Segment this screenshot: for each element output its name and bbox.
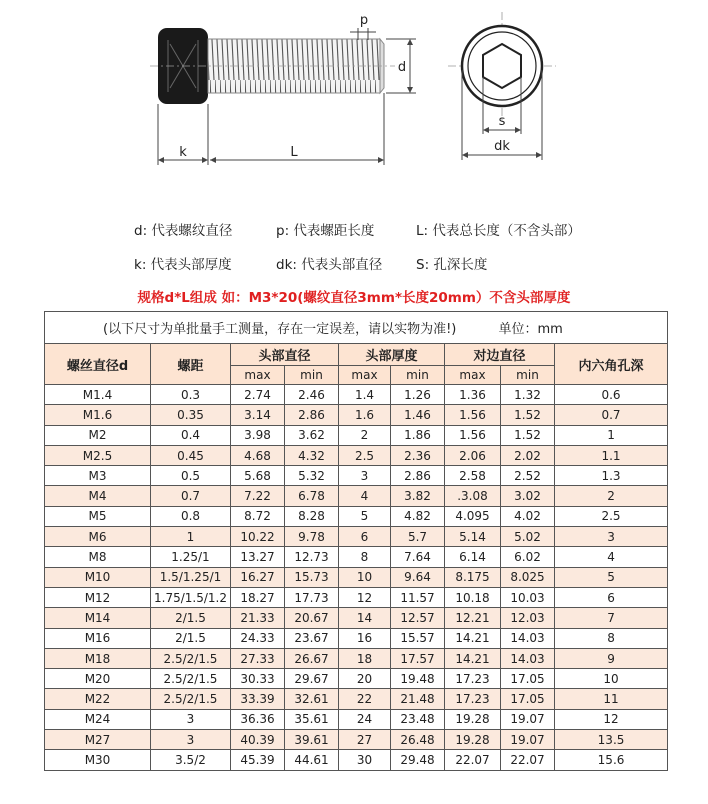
table-cell: 33.39 <box>231 689 285 709</box>
table-cell: 0.5 <box>151 466 231 486</box>
table-cell: M1.4 <box>45 385 151 405</box>
table-cell: M30 <box>45 750 151 770</box>
table-row <box>45 547 668 567</box>
table-cell: 32.61 <box>285 689 339 709</box>
table-cell: 12.73 <box>285 547 339 567</box>
table-cell: 19.07 <box>501 730 555 750</box>
table-cell: 5.32 <box>285 466 339 486</box>
table-cell: M4 <box>45 486 151 506</box>
table-cell: 11.57 <box>391 587 445 607</box>
L-label: L <box>290 145 298 160</box>
table-cell: 22.07 <box>501 750 555 770</box>
table-row <box>45 750 668 770</box>
table-cell: 2.52 <box>501 466 555 486</box>
table-cell: 6.02 <box>501 547 555 567</box>
table-cell: 29.67 <box>285 669 339 689</box>
legend-k: k: 代表头部厚度 <box>134 257 232 273</box>
legend-p: p: 代表螺距长度 <box>276 223 375 239</box>
legend-dk: dk: 代表头部直径 <box>276 257 383 273</box>
table-cell: 6 <box>555 587 668 607</box>
table-cell: 2 <box>339 425 391 445</box>
table-row <box>45 466 668 486</box>
table-cell: 10.22 <box>231 527 285 547</box>
table-row <box>45 669 668 689</box>
table-cell: 29.48 <box>391 750 445 770</box>
table-cell: 4.02 <box>501 506 555 526</box>
table-cell: 3.5/2 <box>151 750 231 770</box>
table-row <box>45 385 668 405</box>
table-cell: 2.5 <box>555 506 668 526</box>
table-cell: 10.03 <box>501 587 555 607</box>
table-cell: 19.48 <box>391 669 445 689</box>
table-cell: M10 <box>45 567 151 587</box>
table-cell: 8.025 <box>501 567 555 587</box>
table-cell: 1.52 <box>501 405 555 425</box>
table-cell: 17.05 <box>501 669 555 689</box>
table-cell: 5 <box>339 506 391 526</box>
table-cell: 30 <box>339 750 391 770</box>
table-cell: 26.48 <box>391 730 445 750</box>
table-cell: 5.02 <box>501 527 555 547</box>
table-cell: 8 <box>339 547 391 567</box>
table-cell: 0.7 <box>555 405 668 425</box>
table-cell: 22.07 <box>445 750 501 770</box>
table-cell: 2.02 <box>501 445 555 465</box>
table-cell: 0.3 <box>151 385 231 405</box>
header-pitch: 螺距 <box>151 344 231 385</box>
table-cell: 14.03 <box>501 628 555 648</box>
table-cell: 17.73 <box>285 587 339 607</box>
table-cell: 20.67 <box>285 608 339 628</box>
table-cell: 1.1 <box>555 445 668 465</box>
table-cell: 17.05 <box>501 689 555 709</box>
table-cell: M18 <box>45 648 151 668</box>
table-row <box>45 648 668 668</box>
table-cell: 6 <box>339 527 391 547</box>
table-cell: 1.5/1.25/1 <box>151 567 231 587</box>
table-cell: 4.32 <box>285 445 339 465</box>
table-cell: 3 <box>555 527 668 547</box>
table-cell: M2 <box>45 425 151 445</box>
header-head-diameter: 头部直径 <box>231 344 339 366</box>
table-cell: 1.25/1 <box>151 547 231 567</box>
table-cell: 14.21 <box>445 628 501 648</box>
table-cell: 3.82 <box>391 486 445 506</box>
table-cell: M2.5 <box>45 445 151 465</box>
table-cell: 13.5 <box>555 730 668 750</box>
table-cell: 1.46 <box>391 405 445 425</box>
table-cell: M24 <box>45 709 151 729</box>
header-thread-diameter: 螺丝直径d <box>45 344 151 385</box>
table-cell: 17.23 <box>445 669 501 689</box>
table-cell: 1.26 <box>391 385 445 405</box>
table-cell: 2 <box>555 486 668 506</box>
table-cell: 23.48 <box>391 709 445 729</box>
table-cell: 24.33 <box>231 628 285 648</box>
table-cell: 0.6 <box>555 385 668 405</box>
table-cell: 44.61 <box>285 750 339 770</box>
screw-dimension-diagram <box>0 0 708 200</box>
table-cell: 24 <box>339 709 391 729</box>
table-cell: 8.72 <box>231 506 285 526</box>
table-cell: 21.48 <box>391 689 445 709</box>
table-cell: 35.61 <box>285 709 339 729</box>
subheader-min: min <box>391 366 445 385</box>
dk-label: dk <box>494 139 510 154</box>
table-row <box>45 527 668 547</box>
table-cell: 3.02 <box>501 486 555 506</box>
table-cell: 1.3 <box>555 466 668 486</box>
table-cell: 40.39 <box>231 730 285 750</box>
table-cell: 12 <box>339 587 391 607</box>
table-cell: 27 <box>339 730 391 750</box>
table-cell: 20 <box>339 669 391 689</box>
spec-table <box>44 311 668 771</box>
table-cell: 2.74 <box>231 385 285 405</box>
table-cell: 17.23 <box>445 689 501 709</box>
table-cell: 27.33 <box>231 648 285 668</box>
p-label: p <box>359 13 369 28</box>
table-cell: 3 <box>151 730 231 750</box>
table-cell: 3.62 <box>285 425 339 445</box>
table-cell: 2.46 <box>285 385 339 405</box>
table-cell: 1 <box>151 527 231 547</box>
header-across-flats: 对边直径 <box>445 344 555 366</box>
table-cell: 5.7 <box>391 527 445 547</box>
table-cell: 12 <box>555 709 668 729</box>
table-cell: M16 <box>45 628 151 648</box>
subheader-min: min <box>285 366 339 385</box>
table-cell: 13.27 <box>231 547 285 567</box>
table-cell: .3.08 <box>445 486 501 506</box>
table-cell: 5.68 <box>231 466 285 486</box>
table-cell: 2.36 <box>391 445 445 465</box>
table-cell: 1.32 <box>501 385 555 405</box>
table-row <box>45 506 668 526</box>
table-cell: 7.64 <box>391 547 445 567</box>
table-cell: 10 <box>555 669 668 689</box>
table-cell: 11 <box>555 689 668 709</box>
table-cell: M5 <box>45 506 151 526</box>
table-cell: 3 <box>339 466 391 486</box>
table-cell: M12 <box>45 587 151 607</box>
spec-table-wrap <box>44 311 667 798</box>
table-cell: 6.14 <box>445 547 501 567</box>
table-cell: 7 <box>555 608 668 628</box>
table-cell: M14 <box>45 608 151 628</box>
table-cell: 9 <box>555 648 668 668</box>
table-cell: 39.61 <box>285 730 339 750</box>
table-cell: 2.86 <box>285 405 339 425</box>
table-cell: 17.57 <box>391 648 445 668</box>
spec-table-body <box>45 385 668 771</box>
table-cell: M27 <box>45 730 151 750</box>
table-cell: 10.18 <box>445 587 501 607</box>
table-cell: 1.6 <box>339 405 391 425</box>
table-cell: 3 <box>151 709 231 729</box>
subheader-max: max <box>445 366 501 385</box>
table-cell: 8.28 <box>285 506 339 526</box>
table-cell: 10 <box>339 567 391 587</box>
table-cell: 18 <box>339 648 391 668</box>
table-cell: 1.56 <box>445 405 501 425</box>
subheader-max: max <box>231 366 285 385</box>
table-cell: M8 <box>45 547 151 567</box>
table-cell: 45.39 <box>231 750 285 770</box>
table-cell: 12.57 <box>391 608 445 628</box>
screw-head-end-view <box>448 12 556 120</box>
table-cell: 4 <box>339 486 391 506</box>
table-cell: 4 <box>555 547 668 567</box>
table-cell: 23.67 <box>285 628 339 648</box>
subheader-max: max <box>339 366 391 385</box>
table-cell: 3.14 <box>231 405 285 425</box>
table-cell: 9.64 <box>391 567 445 587</box>
table-cell: 0.4 <box>151 425 231 445</box>
table-cell: 18.27 <box>231 587 285 607</box>
table-cell: 4.095 <box>445 506 501 526</box>
table-cell: M3 <box>45 466 151 486</box>
table-row <box>45 587 668 607</box>
table-cell: 2.5/2/1.5 <box>151 689 231 709</box>
table-cell: 2.5/2/1.5 <box>151 669 231 689</box>
table-cell: 2.5/2/1.5 <box>151 648 231 668</box>
table-cell: 9.78 <box>285 527 339 547</box>
table-cell: 30.33 <box>231 669 285 689</box>
table-cell: 2.86 <box>391 466 445 486</box>
table-cell: 15.57 <box>391 628 445 648</box>
table-row <box>45 689 668 709</box>
table-cell: 8.175 <box>445 567 501 587</box>
table-cell: 0.45 <box>151 445 231 465</box>
table-cell: 7.22 <box>231 486 285 506</box>
table-cell: 14 <box>339 608 391 628</box>
table-cell: 2/1.5 <box>151 608 231 628</box>
table-cell: 6.78 <box>285 486 339 506</box>
spec-note: 规格d*L组成 如：M3*20(螺纹直径3mm*长度20mm）不含头部厚度 <box>137 290 571 306</box>
table-unit: 单位：mm <box>498 322 563 337</box>
legend-s: S: 孔深长度 <box>416 257 488 273</box>
table-cell: 16.27 <box>231 567 285 587</box>
table-cell: 12.21 <box>445 608 501 628</box>
table-cell: 2.06 <box>445 445 501 465</box>
table-note-row <box>45 312 668 344</box>
header-socket-depth: 内六角孔深 <box>555 344 668 385</box>
table-cell: 22 <box>339 689 391 709</box>
table-cell: 15.73 <box>285 567 339 587</box>
table-cell: 1.86 <box>391 425 445 445</box>
k-label: k <box>179 145 187 160</box>
legend-L: L: 代表总长度（不含头部） <box>416 223 581 239</box>
table-row <box>45 405 668 425</box>
table-cell: M6 <box>45 527 151 547</box>
table-cell: 19.28 <box>445 709 501 729</box>
table-row <box>45 445 668 465</box>
table-row <box>45 567 668 587</box>
d-label: d <box>397 60 407 75</box>
table-row <box>45 730 668 750</box>
table-cell: 14.21 <box>445 648 501 668</box>
table-row <box>45 628 668 648</box>
table-cell: 2.5 <box>339 445 391 465</box>
table-cell: 5.14 <box>445 527 501 547</box>
table-cell: 4.82 <box>391 506 445 526</box>
table-cell: 2.58 <box>445 466 501 486</box>
table-cell: 26.67 <box>285 648 339 668</box>
table-cell: 19.07 <box>501 709 555 729</box>
table-cell: 0.8 <box>151 506 231 526</box>
table-cell: 0.35 <box>151 405 231 425</box>
table-row <box>45 425 668 445</box>
table-cell: 19.28 <box>445 730 501 750</box>
table-cell: M22 <box>45 689 151 709</box>
legend-d: d: 代表螺纹直径 <box>134 223 233 239</box>
table-cell: 8 <box>555 628 668 648</box>
table-cell: 15.6 <box>555 750 668 770</box>
table-cell: 3.98 <box>231 425 285 445</box>
table-cell: 0.7 <box>151 486 231 506</box>
table-row <box>45 709 668 729</box>
table-cell: 5 <box>555 567 668 587</box>
table-cell: 1.4 <box>339 385 391 405</box>
table-cell: 1 <box>555 425 668 445</box>
table-row <box>45 486 668 506</box>
table-cell: M1.6 <box>45 405 151 425</box>
table-cell: 14.03 <box>501 648 555 668</box>
table-cell: 4.68 <box>231 445 285 465</box>
s-label: s <box>498 114 506 129</box>
table-note: (以下尺寸为单批量手工测量，存在一定误差，请以实物为准!) <box>103 322 457 337</box>
table-row <box>45 608 668 628</box>
table-cell: M20 <box>45 669 151 689</box>
table-cell: 1.36 <box>445 385 501 405</box>
table-cell: 12.03 <box>501 608 555 628</box>
table-cell: 16 <box>339 628 391 648</box>
table-cell: 21.33 <box>231 608 285 628</box>
table-cell: 1.56 <box>445 425 501 445</box>
table-cell: 36.36 <box>231 709 285 729</box>
table-cell: 1.52 <box>501 425 555 445</box>
table-cell: 1.75/1.5/1.2 <box>151 587 231 607</box>
header-head-thickness: 头部厚度 <box>339 344 445 366</box>
subheader-min: min <box>501 366 555 385</box>
table-cell: 2/1.5 <box>151 628 231 648</box>
